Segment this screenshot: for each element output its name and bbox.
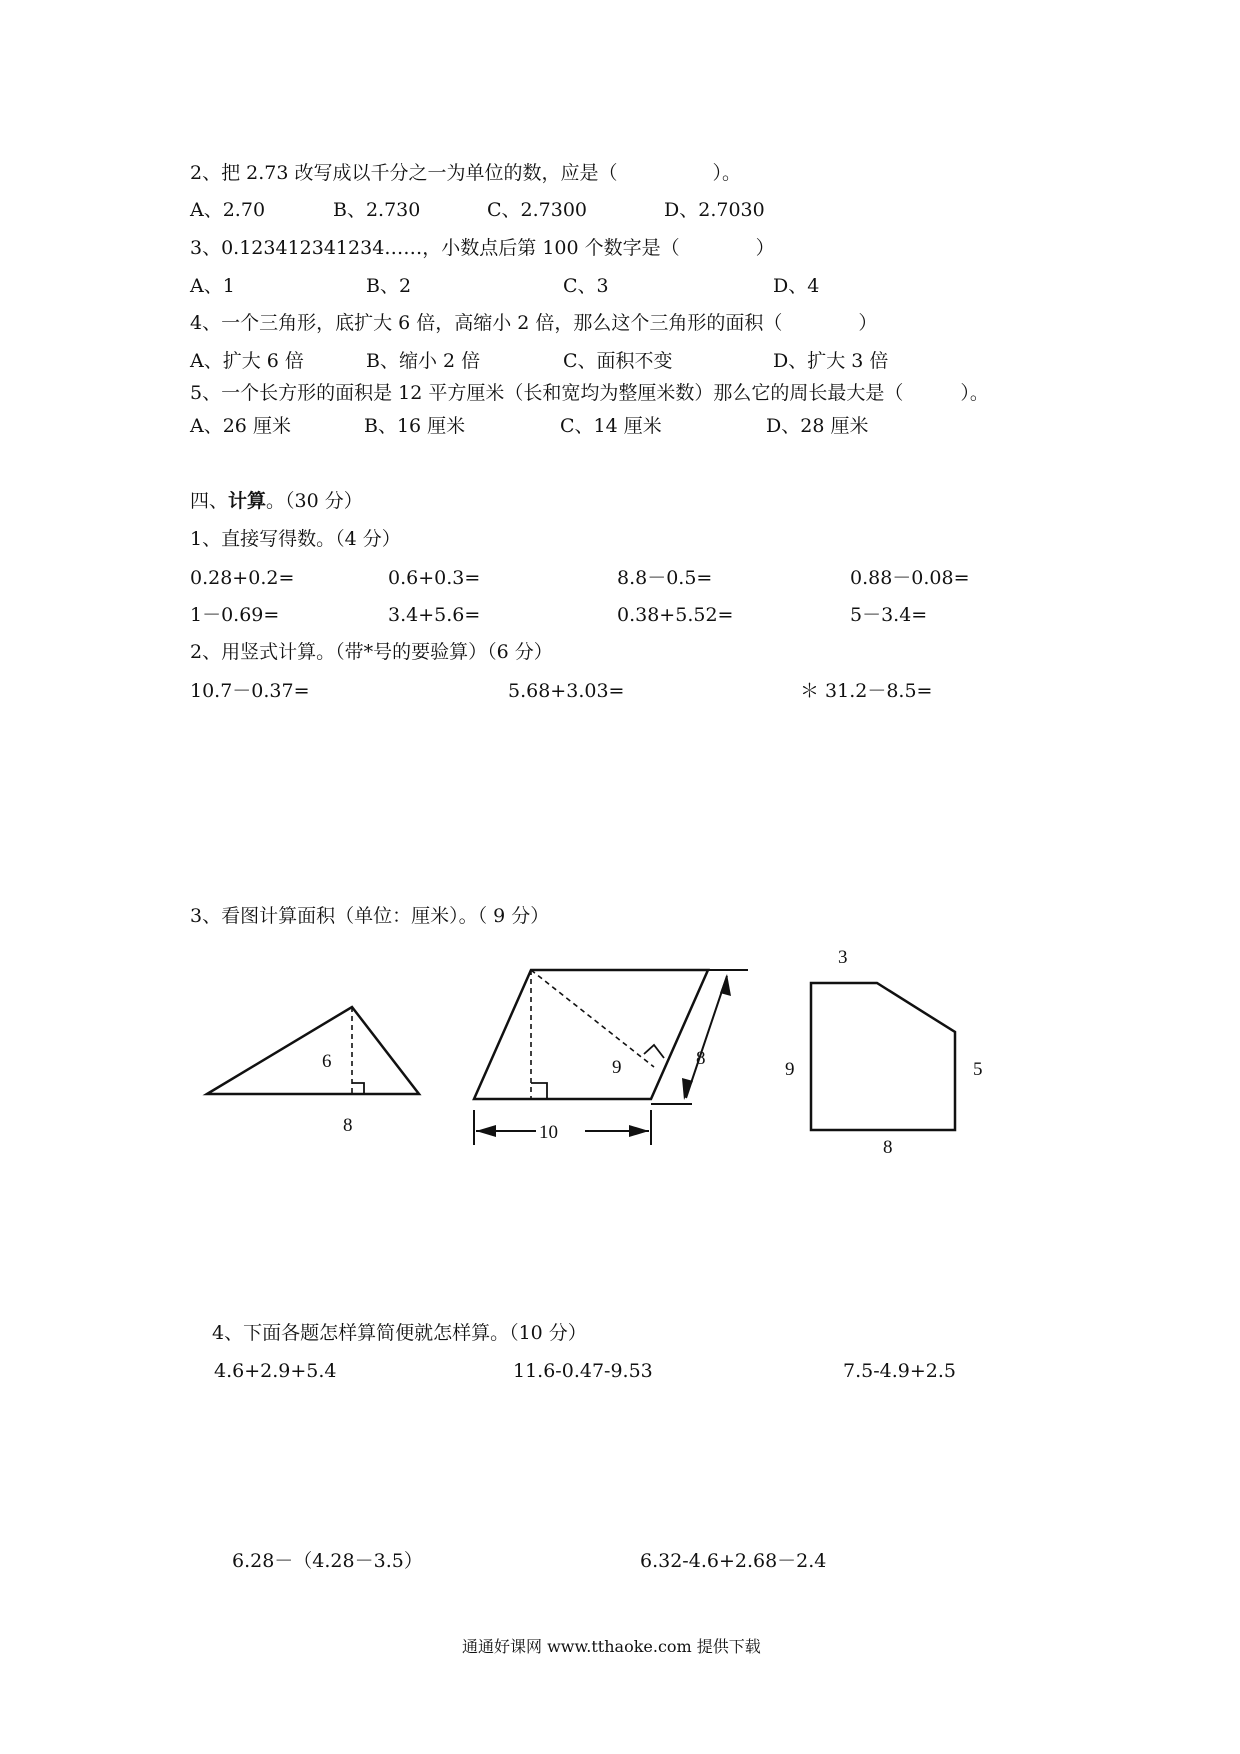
parallelogram-outline [474,970,708,1099]
q2-option-a: A、2.70 [190,199,266,221]
q5-option-a: A、26 厘米 [190,415,291,437]
q3-stem: 3、0.123412341234……，小数点后第 100 个数字是（ ） [190,237,775,259]
part1-r2-c3: 0.38+5.52= [617,604,734,626]
part1-r1-c3: 8.8－0.5= [617,567,713,589]
q4-option-d: D、扩大 3 倍 [773,350,889,372]
parallelogram-side-label: 8 [696,1048,706,1069]
part4-r2-c2: 6.32-4.6+2.68－2.4 [640,1550,827,1572]
q3-option-c: C、3 [563,275,609,297]
part1-label: 1、直接写得数。（4 分） [190,528,401,550]
parallelogram-diagonal-right-angle-mark [644,1045,664,1058]
q3-option-b: B、2 [366,275,412,297]
pentagon-right-label: 5 [973,1059,983,1080]
section4-title-suffix: 。（30 分） [266,490,363,512]
triangle-height-label: 6 [322,1051,332,1072]
part3-label: 3、看图计算面积（单位：厘米）。（ 9 分） [190,905,550,927]
parallelogram-diagonal-height-line [531,970,654,1067]
triangle-right-angle-mark [352,1083,364,1094]
parallelogram-base-label: 10 [539,1122,558,1143]
parallelogram-side-arrow-top [720,974,731,996]
q3-option-d: D、4 [773,275,820,297]
q3-option-a: A、1 [190,275,235,297]
part1-r2-c1: 1－0.69= [190,604,280,626]
footer-text: 通通好课网 www.tthaoke.com 提供下载 [462,1637,761,1656]
part1-r1-c4: 0.88－0.08= [850,567,970,589]
section4-title-prefix: 四、 [190,490,229,512]
parallelogram-inner-height-label: 9 [612,1057,622,1078]
part4-r1-c1: 4.6+2.9+5.4 [214,1360,337,1382]
parallelogram-base-arrow-left [476,1125,496,1137]
pentagon-outline [811,983,955,1130]
part1-r1-c1: 0.28+0.2= [190,567,295,589]
part2-label: 2、用竖式计算。（带*号的要验算）（6 分） [190,641,553,663]
pentagon-left-label: 9 [785,1059,795,1080]
part4-label: 4、下面各题怎样算简便就怎样算。（10 分） [212,1322,587,1344]
parallelogram-right-angle-mark [531,1083,547,1099]
q2-option-c: C、2.7300 [487,199,588,221]
parallelogram-base-arrow-right [629,1125,649,1137]
section4-title-bold: 计算 [228,490,267,512]
parallelogram-side-arrow-bottom [682,1078,693,1100]
part2-item-1: 10.7－0.37= [190,680,310,702]
q4-stem: 4、一个三角形，底扩大 6 倍，高缩小 2 倍，那么这个三角形的面积（ ） [190,312,878,334]
pentagon-top-label: 3 [838,947,848,968]
part1-r2-c2: 3.4+5.6= [388,604,481,626]
q5-option-d: D、28 厘米 [766,415,869,437]
q4-option-b: B、缩小 2 倍 [366,350,481,372]
parallelogram-figure [474,970,748,1145]
q5-option-c: C、14 厘米 [560,415,662,437]
part1-r2-c4: 5－3.4= [850,604,928,626]
triangle-base-label: 8 [343,1115,353,1136]
q5-stem: 5、一个长方形的面积是 12 平方厘米（长和宽均为整厘米数）那么它的周长最大是（ ）。 [190,382,989,404]
part4-r1-c3: 7.5-4.9+2.5 [843,1360,956,1382]
pentagon-figure [785,947,983,1158]
part4-r2-c1: 6.28－（4.28－3.5） [232,1550,423,1572]
q2-option-b: B、2.730 [333,199,421,221]
parallelogram-side-dimension-line [686,976,727,1098]
part1-r1-c2: 0.6+0.3= [388,567,481,589]
triangle-outline [207,1007,419,1094]
q5-option-b: B、16 厘米 [364,415,466,437]
q4-option-a: A、扩大 6 倍 [190,350,304,372]
q4-option-c: C、面积不变 [563,350,673,372]
q2-option-d: D、2.7030 [664,199,765,221]
pentagon-bottom-label: 8 [883,1137,893,1158]
part2-item-2: 5.68+3.03= [508,680,625,702]
q2-stem: 2、把 2.73 改写成以千分之一为单位的数，应是（ ）。 [190,162,741,184]
part2-item-3: ＊ 31.2－8.5= [800,680,933,702]
triangle-figure [207,1007,419,1136]
part4-r1-c2: 11.6-0.47-9.53 [513,1360,653,1382]
